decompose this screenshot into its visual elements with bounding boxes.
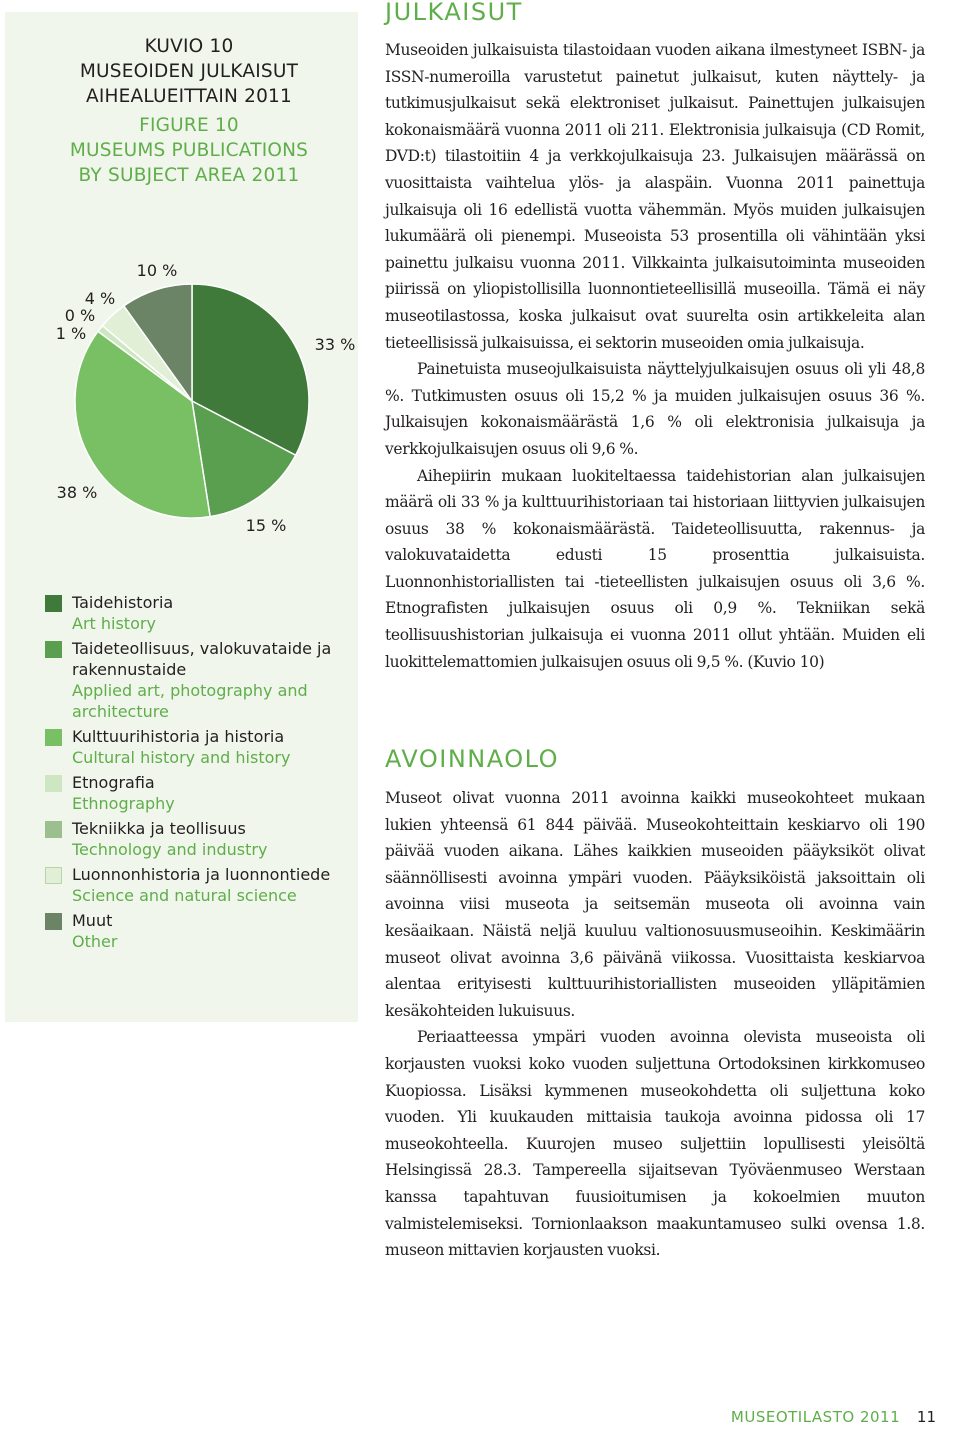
publication-name: MUSEOTILASTO 2011 xyxy=(730,1408,901,1426)
legend-label-fi: Etnografia xyxy=(72,773,155,792)
legend-label-en: Other xyxy=(72,932,118,951)
section-avoinnaolo xyxy=(385,785,925,1264)
pie-label-ethnography: 1 % xyxy=(55,324,87,343)
figure-title-en-2: MUSEUMS PUBLICATIONS xyxy=(69,140,309,161)
pie-label-other: 10 % xyxy=(136,261,178,280)
legend-swatch xyxy=(45,913,62,930)
legend-item-other xyxy=(45,910,345,952)
legend-label-fi: Tekniikka ja teollisuus xyxy=(72,819,246,838)
legend-label-fi: Luonnonhistoria ja luonnontiede xyxy=(72,865,331,884)
legend-swatch xyxy=(45,641,62,658)
legend-swatch xyxy=(45,595,62,612)
paragraph: Painetuista museojulkaisuista näyttelyjulkaisujen osuus oli yli 48,8 %. Tutkimusten osuus oli 15,2 % ja muiden julkaisujen osuus 36 %. Julkaisujen kokonaismäärästä 1,6 % oli elektronisia julkaisuja ja verkkojulkaisujen osuus oli 9,6 %. xyxy=(385,360,925,458)
legend-item-applied-art xyxy=(45,638,345,722)
legend-label-fi: Kulttuurihistoria ja historia xyxy=(72,727,285,746)
pie-label-art-history: 33 % xyxy=(314,335,356,354)
section-heading-avoinnaolo: AVOINNAOLO xyxy=(385,745,560,773)
legend-item-art-history xyxy=(45,592,345,634)
legend-item-ethnography xyxy=(45,772,345,814)
pie-label-applied-art-photography-and-architecture: 15 % xyxy=(245,516,287,535)
figure-title-fi-2: MUSEOIDEN JULKAISUT xyxy=(79,61,299,82)
paragraph: Museoiden julkaisuista tilastoidaan vuoden aikana ilmestyneet ISBN- ja ISSN-numeroilla varustetut painetut julkaisut, kuten näyttely- ja tutkimusjulkaisut sekä elektroniset julkaisut. Painettujen julkaisujen kokonaismäärä vuonna 2011 oli 211. Elektronisia julkaisuja (CD Romit, DVD:t) tilastoitiin 4 ja verkkojulkaisuja 23. Julkaisujen määrässä on vuosittaista vaihtelua ylös- ja alaspäin. Vuonna 2011 painettuja julkaisuja oli 16 edellistä vuotta vähemmän. Myös muiden julkaisujen lukumäärä oli pienempi. Museoista 53 prosentilla oli vähintään yksi painettu julkaisu vuonna 2011. Vilkkainta julkaisutoiminta museoiden piirissä on yliopistollisilla luonnontieteellisillä museoilla. Tämä ei näy museotilastossa, koska julkaisut ovat suurelta osin artikkeleita alan tieteellisissä julkaisuissa, ei sektorin museoiden omia julkaisuja. xyxy=(385,41,925,352)
legend-swatch xyxy=(45,821,62,838)
page-number: 11 xyxy=(916,1408,936,1426)
page-footer xyxy=(731,1408,936,1426)
legend-label-en: Cultural history and history xyxy=(72,748,291,767)
figure-title-fi-3: AIHEALUEITTAIN 2011 xyxy=(86,86,292,107)
figure-title-fi-1: KUVIO 10 xyxy=(144,36,234,57)
legend-label-en: Ethnography xyxy=(72,794,175,813)
figure-title xyxy=(5,34,373,188)
paragraph: Aihepiirin mukaan luokiteltaessa taidehistorian alan julkaisujen määrä oli 33 % ja kulttuurihistoriaan tai historiaan liittyvien julkaisujen osuus 38 % kokonaismäärästä. Taideteollisuutta, rakennus- ja valokuvataidetta edusti 15 prosenttia julkaisuista. Luonnonhistoriallisten tai -tieteellisten julkaisujen osuus oli 3,6 %. Etnografisten julkaisujen osuus oli 0,9 %. Tekniikan sekä teollisuushistorian julkaisuja ei vuonna 2011 ollut yhtään. Muiden eli luokittelemattomien julkaisujen osuus oli 9,5 %. (Kuvio 10) xyxy=(385,466,925,671)
section-heading-julkaisut: JULKAISUT xyxy=(385,0,523,26)
chart-legend xyxy=(45,592,345,956)
figure-title-en-1: FIGURE 10 xyxy=(139,115,239,136)
pie-label-science-and-natural-science: 4 % xyxy=(84,289,116,308)
legend-label-fi: Muut xyxy=(72,911,113,930)
legend-item-natural-science xyxy=(45,864,345,906)
legend-swatch xyxy=(45,729,62,746)
legend-label-en: Science and natural science xyxy=(72,886,297,905)
legend-item-technology xyxy=(45,818,345,860)
legend-item-cultural-history xyxy=(45,726,345,768)
figure-panel xyxy=(5,12,358,1022)
legend-label-en: Applied art, photography and architecture xyxy=(72,681,308,721)
legend-label-fi: Taideteollisuus, valokuvataide ja rakennustaide xyxy=(72,639,332,679)
paragraph: Periaatteessa ympäri vuoden avoinna olevista museoista oli korjausten vuoksi koko vuoden suljettuna Ortodoksinen kirkkomuseo Kuopiossa. Lisäksi kymmenen museokohdetta oli suljettuna koko vuoden. Yli kuukauden mittaisia taukoja avoinna pidossa oli 17 museokohteella. Kuurojen museo suljettiin lopullisesti yleisöltä Helsingissä 28.3. Tampereella sijaitsevan Työväenmuseo Werstaan kanssa tapahtuvan fuusioitumisen ja kokoelmien muuton valmistelemiseksi. Tornionlaakson maakuntamuseo sulki ovensa 1.8. museon mittavien korjausten vuoksi. xyxy=(385,1028,925,1260)
paragraph: Museot olivat vuonna 2011 avoinna kaikki museokohteet mukaan lukien yhteensä 61 844 päivää. Museokohteittain keskiarvo oli 190 päivää vuoden aikana. Lähes kaikkien museoiden pääyksiköt olivat säännöllisesti avoinna ympäri vuoden. Pääyksiköistä jaksoittain oli avoinna viisi museota ja seitsemän museota oli avoinna vain kesäaikaan. Näistä neljä kuuluu valtionosuusmuseoihin. Keskimäärin museot olivat avoinna 3,6 päivänä viikossa. Vuosittaista keskiarvoa alentaa erityisesti kulttuurihistoriallisten museoiden ylläpitämien kesäkohteiden lukuisuus. xyxy=(385,789,925,1020)
legend-label-en: Art history xyxy=(72,614,156,633)
pie-chart xyxy=(5,244,358,544)
legend-swatch xyxy=(45,775,62,792)
legend-swatch xyxy=(45,867,62,884)
legend-label-fi: Taidehistoria xyxy=(72,593,174,612)
pie-label-technology-and-industry: 0 % xyxy=(64,306,96,325)
figure-title-en-3: BY SUBJECT AREA 2011 xyxy=(78,165,300,186)
legend-label-en: Technology and industry xyxy=(72,840,268,859)
section-julkaisut xyxy=(385,37,925,675)
pie-label-cultural-history-and-history: 38 % xyxy=(56,483,98,502)
